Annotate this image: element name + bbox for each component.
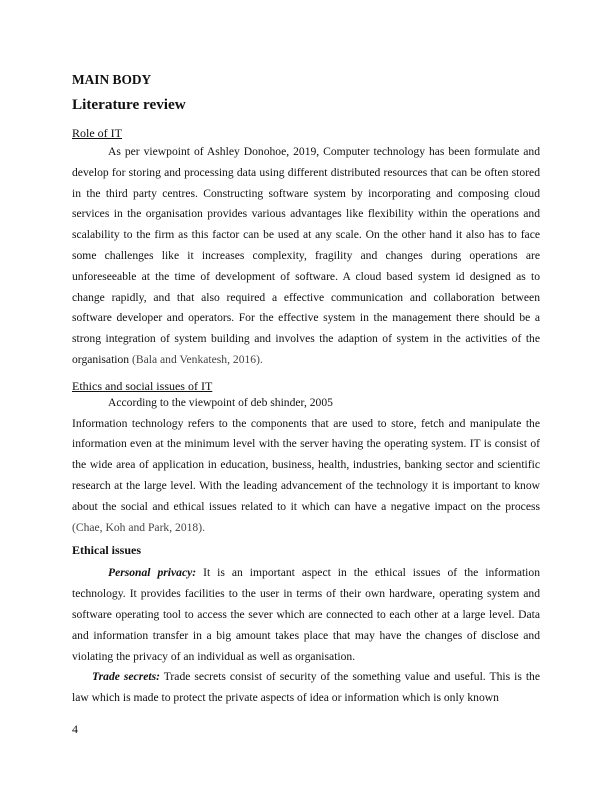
role-of-it-paragraph (72, 142, 540, 371)
ethics-citation: (Chae, Koh and Park, 2018). (72, 520, 205, 534)
role-of-it-citation: (Bala and Venkatesh, 2016). (132, 352, 263, 366)
main-heading: MAIN BODY (72, 72, 152, 87)
ethics-according-line: According to the viewpoint of deb shinder, 2005 (108, 395, 333, 409)
page-number: 4 (72, 722, 78, 736)
role-of-it-text: As per viewpoint of Ashley Donohoe, 2019, Computer technology has been formulate and develop for storing and processing data using different distributed resources that can be often stored in the third party centres. Constructing software system by incorporating and composing cloud services in the organisation provides various advantages like flexibility within the operations and scalability to the firm as this factor can be used at any scale. On the other hand it also has to face some challenges like it increases complexity, fragility and changes during operations are unforeseeable at the time of development of software. A cloud based system id designed as to change rapidly, and that also required a effective communication and collaboration between software developer and operators. For the effective system in the management there should be a strong integration of system building and involves the adaption of system in the activities of the organisation (72, 145, 540, 366)
trade-secrets-term: Trade secrets: (92, 670, 160, 684)
ethics-paragraph (72, 414, 540, 539)
section-heading: Literature review (72, 96, 186, 113)
role-of-it-heading: Role of IT (72, 126, 122, 140)
personal-privacy-paragraph (72, 563, 540, 667)
ethics-heading: Ethics and social issues of IT (72, 378, 213, 393)
ethical-issues-heading: Ethical issues (72, 543, 142, 558)
personal-privacy-text: It is an important aspect in the ethical issues of the information technology. It provides facilities to the user in terms of their own hardware, operating system and software operating tool to access the sever which are connected to each other at a large level. Data and information transfer in a big amount takes place that may have the changes of disclose and violating the privacy of an individual as well as organisation. (72, 566, 540, 663)
trade-secrets-paragraph (72, 667, 540, 709)
trade-secrets-text: Trade secrets consist of security of the something value and useful. This is the law which is made to protect the private aspects of idea or information which is only known (72, 670, 541, 705)
personal-privacy-term: Personal privacy: (108, 566, 197, 580)
ethics-text: Information technology refers to the components that are used to store, fetch and manipulate the information even at the minimum level with the server having the operating system. IT is consist of the wide area of application in education, business, health, industries, banking sector and scientific research at the large level. With the leading advancement of the technology it is important to know about the social and ethical issues related to it which can have a negative impact on the process (72, 416, 540, 513)
page-content (72, 72, 540, 709)
